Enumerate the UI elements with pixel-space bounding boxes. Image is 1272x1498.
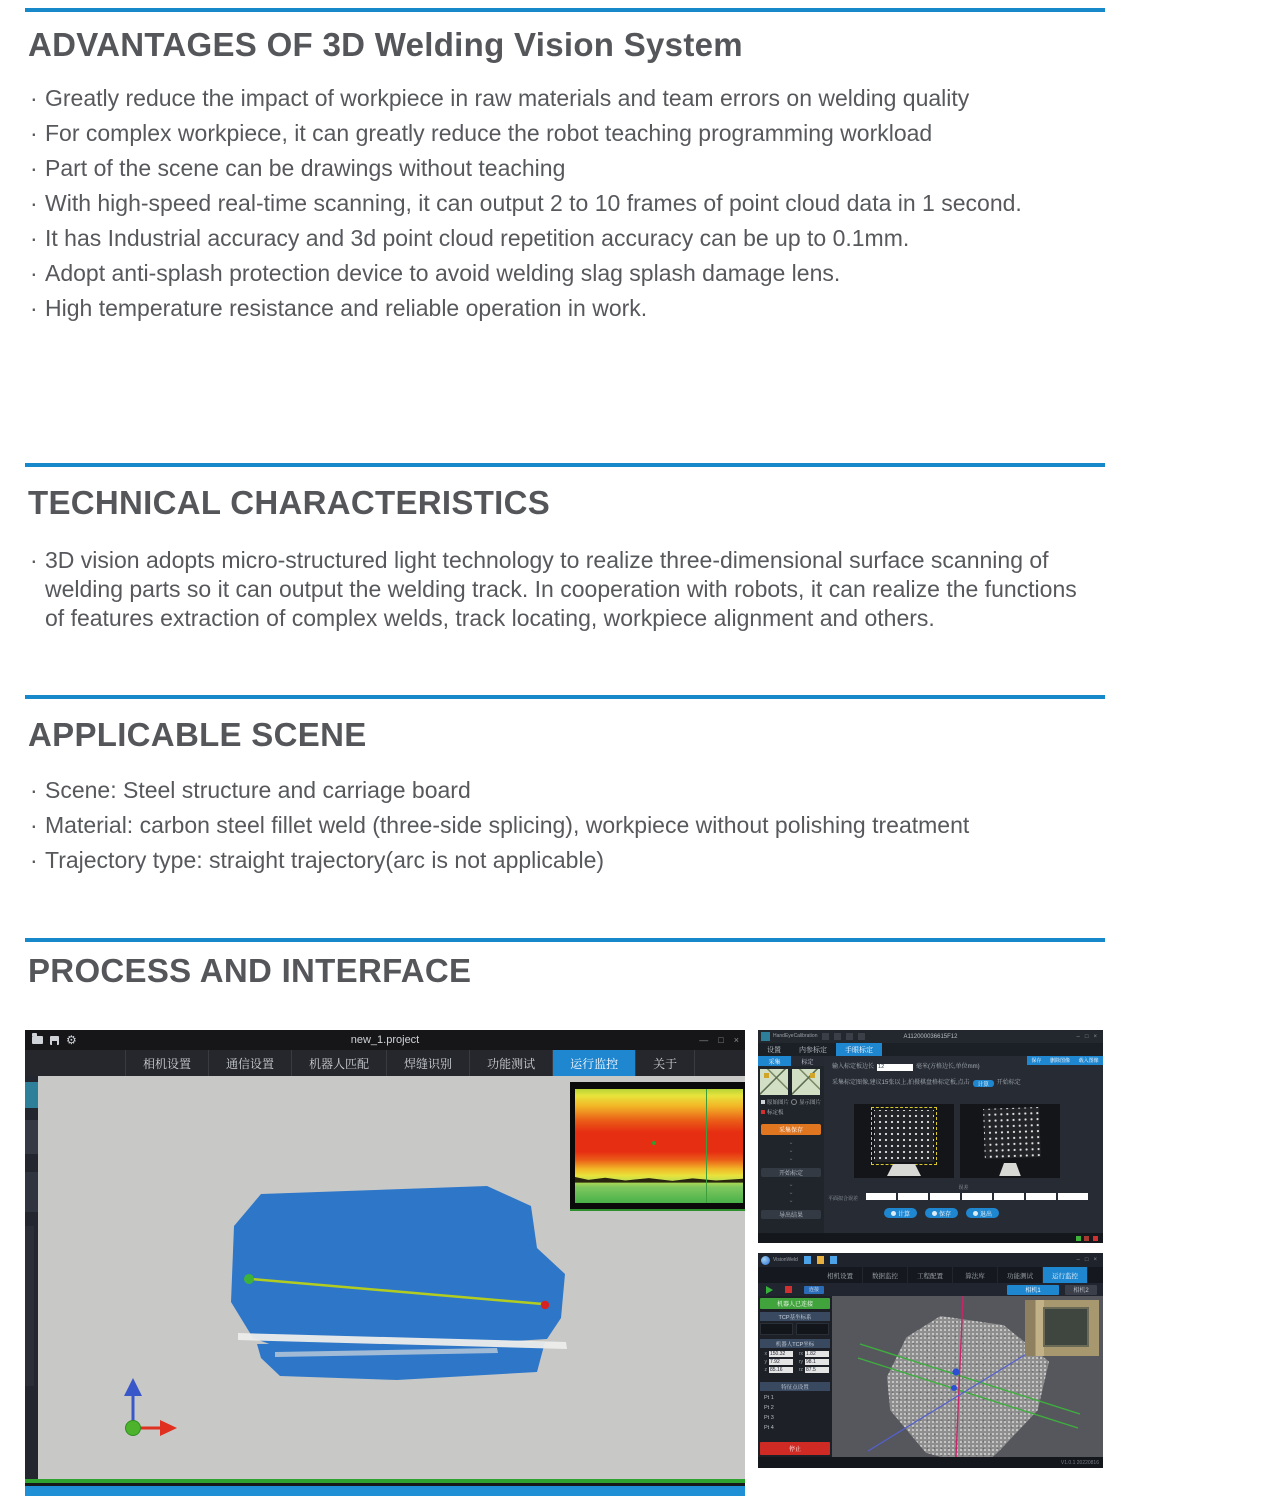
version-text: V1.0.1 20220816	[1060, 1460, 1099, 1466]
error-cell[interactable]	[866, 1193, 896, 1200]
app-name: VisionWeld	[773, 1256, 798, 1263]
field-y-input[interactable]: 7.92	[769, 1359, 793, 1365]
camera-thumbnail-2[interactable]	[792, 1069, 820, 1095]
stop-button[interactable]: 停止	[760, 1442, 830, 1455]
feature-point-dot	[951, 1385, 957, 1391]
status-lamp-red-dim	[1084, 1236, 1089, 1241]
section-header-feature-points: 特征点设置	[760, 1382, 830, 1391]
bullet-item: · High temperature resistance and reliable operation in work.	[28, 294, 1078, 323]
project-title: new_1.project	[350, 1034, 420, 1046]
side-tab-capture[interactable]: 采集	[758, 1056, 791, 1066]
field-y: y 7.92	[760, 1359, 794, 1365]
close-icon[interactable]: ×	[1093, 1257, 1097, 1263]
tab-function-test[interactable]: 功能测试	[470, 1050, 553, 1076]
heatmap-dark-band	[575, 1176, 743, 1183]
error-value-cells	[866, 1193, 1088, 1200]
tool-strip-item[interactable]	[25, 1082, 38, 1108]
bullet-item: · Scene: Steel structure and carriage board	[28, 776, 1078, 805]
main-tab-bar	[25, 1050, 745, 1076]
thumb-label-row[interactable]: 原始图片 显示图片	[761, 1098, 821, 1106]
section-divider	[25, 8, 1105, 12]
button-icon	[891, 1211, 896, 1216]
gear-icon[interactable]: ⚙	[66, 1033, 77, 1047]
delete-images-action[interactable]: 删除图像	[1049, 1058, 1070, 1064]
screenshot-calibration-window	[758, 1030, 1103, 1243]
tab-camera-settings[interactable]: 相机设置	[818, 1267, 863, 1283]
blue-pointcloud-top	[231, 1186, 565, 1346]
pointcloud-viewport[interactable]	[25, 1076, 745, 1479]
minimize-icon[interactable]: —	[699, 1035, 709, 1045]
tab-function-test[interactable]: 功能测试	[998, 1267, 1043, 1283]
error-cell[interactable]	[898, 1193, 928, 1200]
applicable-heading: APPLICABLE SCENE	[28, 716, 367, 753]
camera-2-button[interactable]: 相机2	[1065, 1285, 1097, 1295]
field-rx-input[interactable]: 1.82	[805, 1351, 829, 1357]
board-stand	[887, 1164, 921, 1176]
close-icon[interactable]: ×	[733, 1035, 739, 1045]
red-dot-icon	[761, 1110, 765, 1114]
weld-start-point	[244, 1274, 254, 1284]
field-z-input[interactable]: 85.16	[769, 1367, 793, 1373]
heatmap-marker-dot	[652, 1141, 656, 1145]
bullet-item: · Greatly reduce the impact of workpiece in raw materials and team errors on welding quality	[28, 84, 1078, 113]
tab-data-monitor[interactable]: 数据监控	[863, 1267, 908, 1283]
bullet-item: · 3D vision adopts micro-structured light technology to realize three-dimensional surface scanning of welding parts so it can output the welding track. In cooperation with robots, it can realize the functions of features extraction of complex welds, track locating, workpiece alignment and others.	[28, 546, 1078, 633]
close-icon[interactable]: ×	[1093, 1033, 1097, 1040]
workpiece-groove	[1043, 1307, 1089, 1347]
technical-heading: TECHNICAL CHARACTERISTICS	[28, 484, 551, 521]
calibration-sidebar	[758, 1056, 824, 1233]
section-header-tcp-base: TCP基坐标系	[760, 1312, 830, 1321]
viewer-3d-canvas[interactable]	[832, 1296, 1103, 1457]
left-camera-view[interactable]	[854, 1104, 954, 1178]
radio-icon[interactable]	[791, 1099, 797, 1105]
trajectory-line-green-2	[858, 1358, 1078, 1428]
section-divider	[25, 695, 1105, 699]
camera-1-button[interactable]: 相机1	[1007, 1285, 1059, 1295]
chevron-down-icon[interactable]: ⌄	[788, 1198, 794, 1204]
bullet-item: · Adopt anti-splash protection device to avoid welding slag splash damage lens.	[28, 259, 1078, 288]
section-header-robot-tcp: 机器人TCP坐标	[760, 1339, 830, 1348]
section-divider	[25, 938, 1105, 942]
point-list-item[interactable]: Pt 3	[764, 1415, 774, 1421]
field-ry: ry 98.1	[796, 1359, 830, 1365]
chevron-down-icon[interactable]: ⌄	[788, 1140, 794, 1146]
applicable-list	[28, 776, 1078, 881]
tool-strip-item[interactable]	[25, 1172, 38, 1212]
device-serial: A112000036615F12	[903, 1033, 958, 1040]
error-cell[interactable]	[1026, 1193, 1056, 1200]
field-z: z 85.16	[760, 1367, 794, 1373]
heatmap-gradient	[575, 1089, 743, 1203]
calibration-main-panel	[824, 1056, 1103, 1233]
board-stand	[998, 1163, 1022, 1176]
chevron-down-icon[interactable]: ⌄	[788, 1182, 794, 1188]
app-logo	[761, 1256, 770, 1265]
calibration-status-bar	[758, 1233, 1103, 1243]
bullet-item: · Material: carbon steel fillet weld (three-side splicing), workpiece without polishing treatment	[28, 811, 1078, 840]
minimize-icon[interactable]: –	[1076, 1257, 1080, 1263]
error-cell[interactable]	[994, 1193, 1024, 1200]
open-folder-icon[interactable]	[817, 1256, 824, 1264]
button-icon	[932, 1211, 937, 1216]
tab-project-config[interactable]: 工程配置	[908, 1267, 953, 1283]
error-cell[interactable]	[1058, 1193, 1088, 1200]
connect-badge[interactable]: 连接	[804, 1286, 824, 1294]
coord-cell[interactable]	[796, 1323, 829, 1335]
field-rz-input[interactable]: 87.5	[805, 1367, 829, 1373]
depth-heatmap-inset	[570, 1082, 745, 1211]
point-list-item[interactable]: Pt 2	[764, 1405, 774, 1411]
field-rx: rx 1.82	[796, 1351, 830, 1357]
process-heading: PROCESS AND INTERFACE	[28, 952, 472, 989]
main-title-bar	[25, 1030, 745, 1050]
status-lamp-green	[1076, 1236, 1081, 1241]
bullet-item: · Part of the scene can be drawings without teaching	[28, 154, 1078, 183]
calibration-board-detected	[874, 1110, 934, 1162]
compute-inline-button[interactable]: 计算	[973, 1080, 994, 1087]
tab-handeye-calibration[interactable]: 手眼标定	[836, 1043, 882, 1056]
camera-thumbnail-1[interactable]	[760, 1069, 788, 1095]
calibration-tab-bar	[758, 1043, 1103, 1056]
field-ry-input[interactable]: 98.1	[805, 1359, 829, 1365]
bullet-item: · With high-speed real-time scanning, it can output 2 to 10 frames of point cloud data in 1 second.	[28, 189, 1078, 218]
viewer-toolbar	[758, 1283, 1103, 1296]
tab-robot-matching[interactable]: 机器人匹配	[292, 1050, 387, 1076]
bullet-item: · It has Industrial accuracy and 3d point cloud repetition accuracy can be up to 0.1mm.	[28, 224, 1078, 253]
technical-list	[28, 546, 1078, 639]
weld-end-point	[541, 1301, 549, 1309]
coord-cell[interactable]	[760, 1323, 793, 1335]
bullet-item: · For complex workpiece, it can greatly reduce the robot teaching programming workload	[28, 119, 1078, 148]
button-icon	[973, 1211, 978, 1216]
error-cell[interactable]	[962, 1193, 992, 1200]
maximize-icon[interactable]: □	[1084, 1033, 1089, 1040]
error-row-label: 平面拟合误差	[828, 1196, 859, 1202]
chevron-down-icon[interactable]: ⌄	[788, 1156, 794, 1162]
viewer-sidebar	[758, 1296, 832, 1457]
tab-run-monitoring[interactable]: 运行监控	[553, 1050, 636, 1076]
export-result-button[interactable]: 导出结果	[761, 1210, 821, 1219]
side-tab-calibrate[interactable]: 标定	[791, 1056, 824, 1066]
chevron-down-icon[interactable]: ⌄	[788, 1190, 794, 1196]
error-cell[interactable]	[930, 1193, 960, 1200]
maximize-icon[interactable]: □	[718, 1035, 724, 1045]
board-label-row: 标定板	[761, 1108, 784, 1116]
tab-settings[interactable]: 设置	[767, 1046, 781, 1054]
board-size-row: 输入标定板边长 12 毫米(方格边长,单位mm)	[832, 1064, 980, 1070]
field-x: x 150.32	[760, 1351, 794, 1357]
status-lamp-red	[1093, 1236, 1098, 1241]
tab-communication-settings[interactable]: 通信设置	[209, 1050, 292, 1076]
top-right-actions	[1027, 1056, 1103, 1065]
side-tool-strip	[25, 1076, 38, 1479]
minimize-icon[interactable]: –	[1076, 1033, 1080, 1040]
tab-about[interactable]: 关于	[636, 1050, 695, 1076]
tab-intrinsic-calibration[interactable]: 内参标定	[799, 1046, 827, 1054]
start-calibration-button[interactable]: 开始标定	[761, 1168, 821, 1177]
screenshot-viewer-window	[758, 1253, 1103, 1468]
new-file-icon[interactable]	[804, 1256, 811, 1264]
load-images-action[interactable]: 载入图像	[1078, 1058, 1099, 1064]
save-button[interactable]: 保存	[925, 1208, 958, 1218]
viewer-status-bar	[758, 1457, 1103, 1468]
checkbox-icon[interactable]	[761, 1100, 765, 1104]
axis-gizmo	[124, 1378, 177, 1436]
advantages-heading: ADVANTAGES OF 3D Welding Vision System	[28, 26, 743, 63]
save-action[interactable]: 保存	[1031, 1058, 1042, 1064]
viewer-title-bar	[758, 1253, 1103, 1267]
maximize-icon[interactable]: □	[1084, 1257, 1089, 1263]
tab-run-monitoring[interactable]: 运行监控	[1043, 1267, 1088, 1283]
app-name: HandEyeCalibration	[773, 1033, 818, 1039]
tab-weld-recognition[interactable]: 焊缝识别	[387, 1050, 470, 1076]
error-center-label: 误差	[958, 1185, 969, 1191]
calibration-title-bar	[758, 1030, 1103, 1043]
point-list-item[interactable]: Pt 1	[764, 1395, 774, 1401]
canvas-bottom-line	[25, 1479, 745, 1483]
stop-icon[interactable]	[785, 1286, 792, 1293]
point-list-item[interactable]: Pt 4	[764, 1425, 774, 1431]
section-divider	[25, 463, 1105, 467]
calibration-board	[983, 1107, 1041, 1159]
capture-save-button[interactable]: 采集保存	[761, 1124, 821, 1135]
tab-algorithm[interactable]: 算法库	[953, 1267, 998, 1283]
tool-strip-item[interactable]	[25, 1120, 38, 1154]
heatmap-marker-line	[706, 1089, 707, 1203]
right-camera-view[interactable]	[960, 1104, 1060, 1178]
bullet-item: · Trajectory type: straight trajectory(arc is not applicable)	[28, 846, 1078, 875]
blue-pointcloud-bottom	[257, 1342, 545, 1380]
capture-hint-row: 采集标定图像,建议15张以上,拍摄棋盘格标定板,点击 计算 开始标定	[832, 1080, 1021, 1088]
viewer-tab-bar	[758, 1267, 1103, 1283]
field-x-input[interactable]: 150.32	[769, 1351, 793, 1357]
exit-button[interactable]: 退出	[966, 1208, 999, 1218]
screenshot-main-window	[25, 1030, 745, 1496]
advantages-list	[28, 84, 1078, 329]
window-bottom-strip	[25, 1486, 745, 1496]
tool-strip-item	[25, 1226, 34, 1386]
compute-button[interactable]: 计算	[884, 1208, 917, 1218]
tab-camera-settings[interactable]: 相机设置	[125, 1050, 209, 1076]
board-size-input[interactable]: 12	[877, 1064, 913, 1071]
camera-photo-inset	[1025, 1300, 1099, 1356]
process-screenshots	[25, 1028, 1105, 1498]
save-icon[interactable]	[830, 1256, 837, 1264]
feature-point-dot	[952, 1368, 959, 1375]
robot-connected-button[interactable]: 机器人已连接	[760, 1298, 830, 1309]
tcp-fields-grid	[760, 1351, 830, 1373]
chevron-down-icon[interactable]: ⌄	[788, 1148, 794, 1154]
bottom-button-row	[884, 1208, 999, 1218]
play-icon[interactable]	[766, 1286, 773, 1294]
field-rz: rz 87.5	[796, 1367, 830, 1373]
